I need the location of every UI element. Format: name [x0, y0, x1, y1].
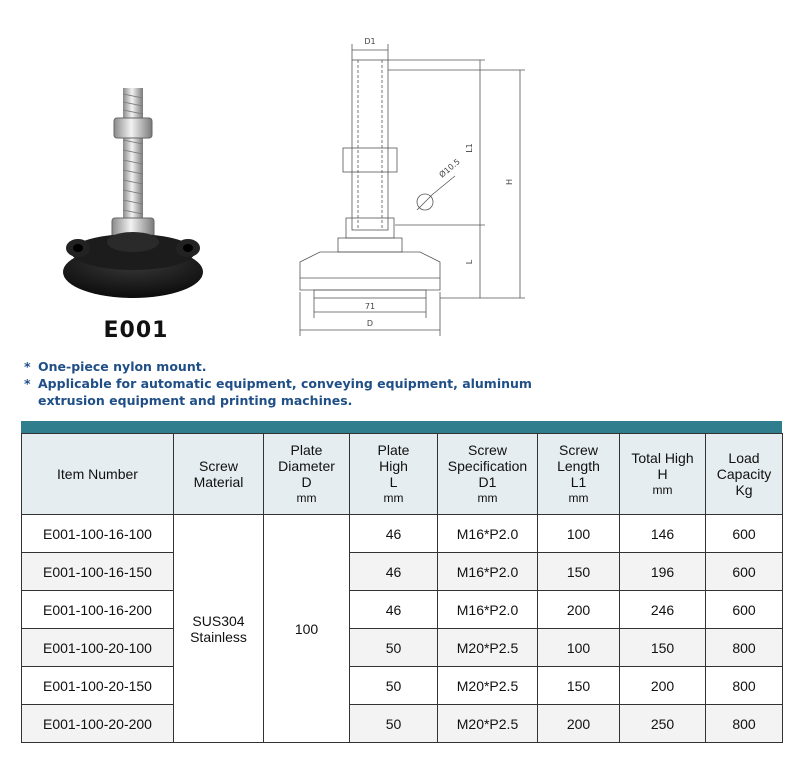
diameter-cell: 100 [264, 515, 350, 743]
table-cell: M20*P2.5 [438, 667, 538, 705]
table-row [22, 515, 783, 553]
table-cell: 150 [538, 667, 620, 705]
table-cell: 800 [706, 667, 783, 705]
column-header: Item Number [22, 434, 174, 515]
table-row [22, 629, 783, 667]
label-d: D [366, 319, 374, 328]
table-cell: 196 [620, 553, 706, 591]
table-cell: 800 [706, 629, 783, 667]
table-cell: E001-100-20-200 [22, 705, 174, 743]
column-header: Load Capacity Kg [706, 434, 783, 515]
table-cell: 46 [350, 515, 438, 553]
table-cell: 200 [538, 705, 620, 743]
table-cell: E001-100-20-150 [22, 667, 174, 705]
table-cell: 50 [350, 629, 438, 667]
technical-drawing [280, 30, 540, 340]
table-cell: M16*P2.0 [438, 553, 538, 591]
table-row [22, 667, 783, 705]
table-cell: E001-100-16-200 [22, 591, 174, 629]
table-cell: 146 [620, 515, 706, 553]
table-cell: E001-100-16-100 [22, 515, 174, 553]
label-l: L [465, 259, 474, 265]
table-cell: M16*P2.0 [438, 515, 538, 553]
table-header-band [21, 421, 782, 433]
table-cell: 600 [706, 515, 783, 553]
table-row [22, 591, 783, 629]
table-cell: 600 [706, 553, 783, 591]
spec-table [21, 433, 783, 743]
table-cell: E001-100-16-150 [22, 553, 174, 591]
bullet-star-icon: * [24, 359, 31, 374]
table-row [22, 705, 783, 743]
column-header: Plate High L mm [350, 434, 438, 515]
table-cell: 800 [706, 705, 783, 743]
table-cell: M16*P2.0 [438, 591, 538, 629]
bullet-star-icon: * [24, 376, 31, 391]
table-cell: 246 [620, 591, 706, 629]
note-item: * One-piece nylon mount. [24, 359, 207, 374]
label-hole: Ø10.5 [437, 157, 462, 180]
table-cell: 600 [706, 591, 783, 629]
material-cell: SUS304 Stainless [174, 515, 264, 743]
table-cell: 100 [538, 515, 620, 553]
table-cell: 250 [620, 705, 706, 743]
column-header: Total High H mm [620, 434, 706, 515]
table-cell: 150 [538, 553, 620, 591]
table-cell: E001-100-20-100 [22, 629, 174, 667]
table-cell: 50 [350, 667, 438, 705]
feature-notes [24, 358, 584, 409]
table-cell: 46 [350, 553, 438, 591]
table-cell: 50 [350, 705, 438, 743]
table-cell: 150 [620, 629, 706, 667]
column-header: Screw Specification D1 mm [438, 434, 538, 515]
table-cell: 200 [620, 667, 706, 705]
column-header: Plate Diameter D mm [264, 434, 350, 515]
model-name: E001 [103, 318, 169, 343]
note-item: extrusion equipment and printing machines. [38, 393, 353, 408]
table-cell: 46 [350, 591, 438, 629]
column-header: Screw Material [174, 434, 264, 515]
label-h: H [505, 178, 514, 186]
label-l1: L1 [465, 143, 474, 153]
label-d1: D1 [364, 37, 376, 46]
table-cell: M20*P2.5 [438, 705, 538, 743]
table-row [22, 553, 783, 591]
column-header: Screw Length L1 mm [538, 434, 620, 515]
product-photo [48, 80, 218, 300]
table-cell: 100 [538, 629, 620, 667]
table-cell: M20*P2.5 [438, 629, 538, 667]
header-row [22, 434, 783, 515]
label-71: 71 [364, 302, 376, 311]
table-cell: 200 [538, 591, 620, 629]
note-item: * Applicable for automatic equipment, conveying equipment, aluminum [24, 376, 532, 391]
table-body [22, 515, 783, 743]
